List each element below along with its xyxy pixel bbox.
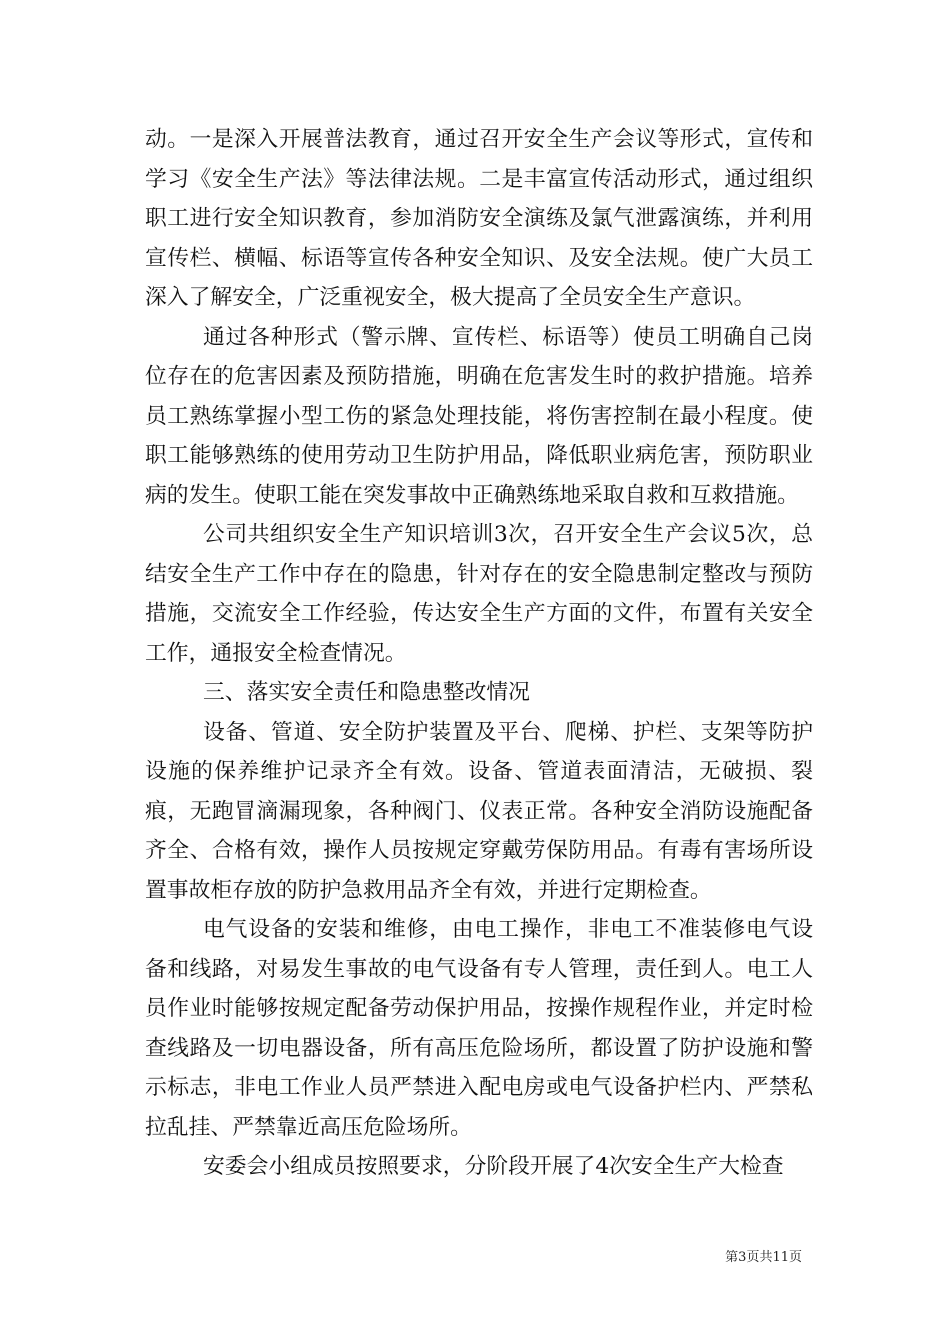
paragraph-training-meetings: 公司共组织安全生产知识培训3次，召开安全生产会议5次，总结安全生产工作中存在的隐患，针对存在的安全隐患制定整改与预防措施，交流安全工作经验，传达安全生产方面的文件，布置有关安全工作，通报安全检查情况。 bbox=[145, 522, 813, 666]
paragraph-electrical-safety: 电气设备的安装和维修，由电工操作，非电工不准装修电气设备和线路，对易发生事故的电气设备有专人管理，责任到人。电工人员作业时能够按规定配备劳动保护用品，按操作规程作业，并定时检查线路及一切电器设备，所有高压危险场所，都设置了防护设施和警示标志，非电工作业人员严禁进入配电房或电气设备护栏内、严禁私拉乱挂、严禁靠近高压危险场所。 bbox=[145, 917, 813, 1140]
paragraph-safety-inspection: 安委会小组成员按照要求，分阶段开展了4次安全生产大检查 bbox=[203, 1154, 784, 1179]
section-heading-responsibility: 三、落实安全责任和隐患整改情况 bbox=[203, 680, 530, 705]
document-body bbox=[145, 120, 813, 1187]
paragraph-continuation: 动。一是深入开展普法教育，通过召开安全生产会议等形式，宣传和学习《安全生产法》等法律法规。二是丰富宣传活动形式，通过组织职工进行安全知识教育，参加消防安全演练及氯气泄露演练，并利用宣传栏、横幅、标语等宣传各种安全知识、及安全法规。使广大员工深入了解安全，广泛重视安全，极大提高了全员安全生产意识。 bbox=[145, 127, 813, 310]
paragraph-hazard-awareness: 通过各种形式（警示牌、宣传栏、标语等）使员工明确自己岗位存在的危害因素及预防措施，明确在危害发生时的救护措施。培养员工熟练掌握小型工伤的紧急处理技能，将伤害控制在最小程度。使职工能够熟练的使用劳动卫生防护用品，降低职业病危害，预防职业病的发生。使职工能在突发事故中正确熟练地采取自救和互救措施。 bbox=[145, 324, 813, 508]
page-number-footer: 第3页共11页 bbox=[725, 1250, 802, 1265]
paragraph-equipment-maintenance: 设备、管道、安全防护装置及平台、爬梯、护栏、支架等防护设施的保养维护记录齐全有效。设备、管道表面清洁，无破损、裂痕，无跑冒滴漏现象，各种阀门、仪表正常。各种安全消防设施配备齐全、合格有效，操作人员按规定穿戴劳保防用品。有毒有害场所设置事故柜存放的防护急救用品齐全有效，并进行定期检查。 bbox=[145, 719, 813, 903]
